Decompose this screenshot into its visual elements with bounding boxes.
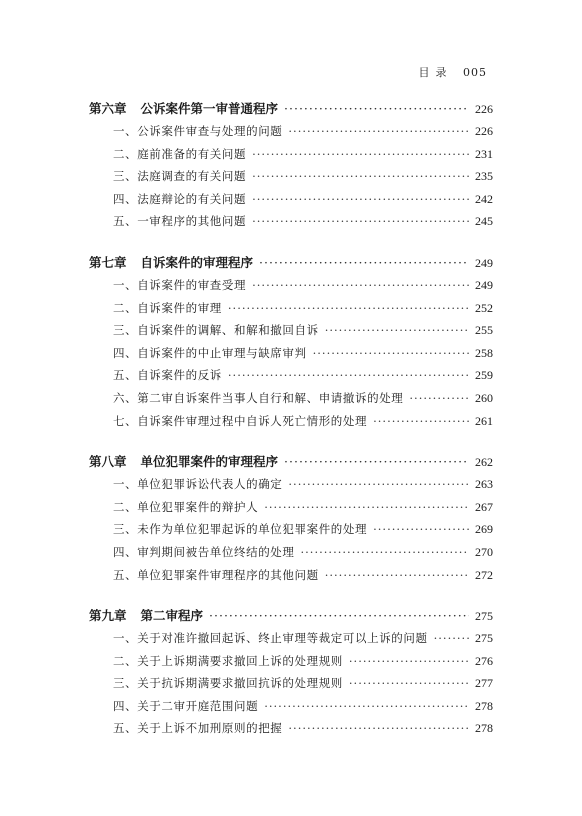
dot-leader [284,451,469,474]
section-entry[interactable] [89,541,493,564]
section-page-number: 255 [475,323,493,338]
chapter-entry[interactable] [89,252,493,274]
dot-leader [313,342,469,365]
section-page-number: 276 [475,653,493,668]
section-title: 四、关于二审开庭范围问题 [113,698,259,713]
section-page-number: 269 [475,522,493,537]
section-page-number: 258 [475,345,493,360]
section-page-number: 275 [475,631,493,646]
chapter-block [89,98,493,233]
section-entry[interactable] [89,364,493,387]
chapter-entry[interactable] [89,605,493,627]
dot-leader [301,541,470,564]
section-title: 七、自诉案件审理过程中自诉人死亡情形的处理 [113,413,368,428]
section-entry[interactable] [89,342,493,365]
section-page-number: 235 [475,169,493,184]
running-header [419,64,488,80]
dot-leader [264,496,469,519]
section-page-number: 259 [475,368,493,383]
section-title: 三、自诉案件的调解、和解和撤回自诉 [113,323,319,338]
section-page-number: 252 [475,300,493,315]
chapter-block [89,451,493,586]
chapter-number: 第七章 [89,254,127,270]
chapter-page-number: 226 [475,102,493,116]
dot-leader [264,695,469,718]
section-entry[interactable] [89,120,493,143]
dot-leader [325,564,469,587]
section-page-number: 267 [475,499,493,514]
section-title: 二、单位犯罪案件的辩护人 [113,499,259,514]
section-page-number: 263 [475,477,493,492]
section-title: 二、关于上诉期满要求撤回上诉的处理规则 [113,653,343,668]
header-title: 目录 [418,66,453,79]
dot-leader [252,143,469,166]
chapter-number: 第六章 [89,101,127,116]
dot-leader [409,387,469,410]
dot-leader [288,120,469,143]
dot-leader [209,605,469,628]
chapter-block [89,605,493,740]
section-entry[interactable] [89,210,493,233]
section-title: 六、第二审自诉案件当事人自行和解、申请撤诉的处理 [113,390,404,405]
chapter-title: 自诉案件的审理程序 [140,254,254,270]
section-entry[interactable] [89,297,493,320]
section-entry[interactable] [89,387,493,410]
dot-leader [252,188,469,211]
section-title: 三、法庭调查的有关问题 [113,169,247,184]
dot-leader [325,319,469,342]
dot-leader [228,364,469,387]
section-page-number: 231 [475,146,493,161]
chapter-entry[interactable] [89,451,493,473]
section-page-number: 278 [475,721,493,736]
section-page-number: 278 [475,698,493,713]
section-entry[interactable] [89,473,493,496]
dot-leader [252,165,469,188]
section-page-number: 226 [475,124,493,138]
section-entry[interactable] [89,274,493,297]
section-page-number: 249 [475,277,493,292]
section-entry[interactable] [89,496,493,519]
section-entry[interactable] [89,717,493,740]
section-title: 四、审判期间被告单位终结的处理 [113,544,295,559]
dot-leader [349,672,469,695]
section-page-number: 260 [475,390,493,405]
section-title: 一、关于对准许撤回起诉、终止审理等裁定可以上诉的问题 [113,631,428,646]
table-of-contents [89,98,493,759]
section-entry[interactable] [89,319,493,342]
chapter-page-number: 249 [475,255,493,270]
section-entry[interactable] [89,564,493,587]
chapter-number: 第八章 [89,454,127,470]
chapter-title: 单位犯罪案件的审理程序 [140,454,279,470]
section-page-number: 270 [475,544,493,559]
section-title: 五、单位犯罪案件审理程序的其他问题 [113,567,319,582]
dot-leader [373,410,469,433]
section-title: 四、自诉案件的中止审理与缺席审判 [113,345,307,360]
section-entry[interactable] [89,650,493,673]
section-page-number: 245 [475,214,493,229]
chapter-entry[interactable] [89,98,493,120]
section-title: 二、自诉案件的审理 [113,300,222,315]
dot-leader [434,627,469,650]
dot-leader [259,252,469,275]
section-title: 五、自诉案件的反诉 [113,368,222,383]
chapter-page-number: 275 [475,609,493,624]
dot-leader [252,274,469,297]
section-entry[interactable] [89,165,493,188]
dot-leader [373,518,469,541]
dot-leader [288,717,469,740]
section-title: 五、关于上诉不加刑原则的把握 [113,721,283,736]
section-entry[interactable] [89,627,493,650]
section-page-number: 272 [475,567,493,582]
chapter-title: 公诉案件第一审普通程序 [140,101,279,116]
chapter-number: 第九章 [89,608,127,624]
chapter-block [89,252,493,432]
chapter-page-number: 262 [475,455,493,470]
dot-leader [349,650,469,673]
dot-leader [252,210,469,233]
section-page-number: 277 [475,676,493,691]
section-title: 一、公诉案件审查与处理的问题 [113,124,283,138]
dot-leader [284,98,469,121]
section-entry[interactable] [89,188,493,211]
section-title: 三、未作为单位犯罪起诉的单位犯罪案件的处理 [113,522,368,537]
section-title: 一、自诉案件的审查受理 [113,277,247,292]
section-entry[interactable] [89,695,493,718]
section-page-number: 242 [475,191,493,206]
section-entry[interactable] [89,518,493,541]
section-entry[interactable] [89,143,493,166]
section-entry[interactable] [89,410,493,433]
section-title: 五、一审程序的其他问题 [113,214,247,229]
dot-leader [288,473,469,496]
section-page-number: 261 [475,413,493,428]
header-page-number: 005 [463,66,487,79]
chapter-title: 第二审程序 [140,608,204,624]
dot-leader [228,297,469,320]
section-entry[interactable] [89,672,493,695]
section-title: 四、法庭辩论的有关问题 [113,191,247,206]
section-title: 三、关于抗诉期满要求撤回抗诉的处理规则 [113,676,343,691]
section-title: 一、单位犯罪诉讼代表人的确定 [113,477,283,492]
section-title: 二、庭前准备的有关问题 [113,146,247,161]
